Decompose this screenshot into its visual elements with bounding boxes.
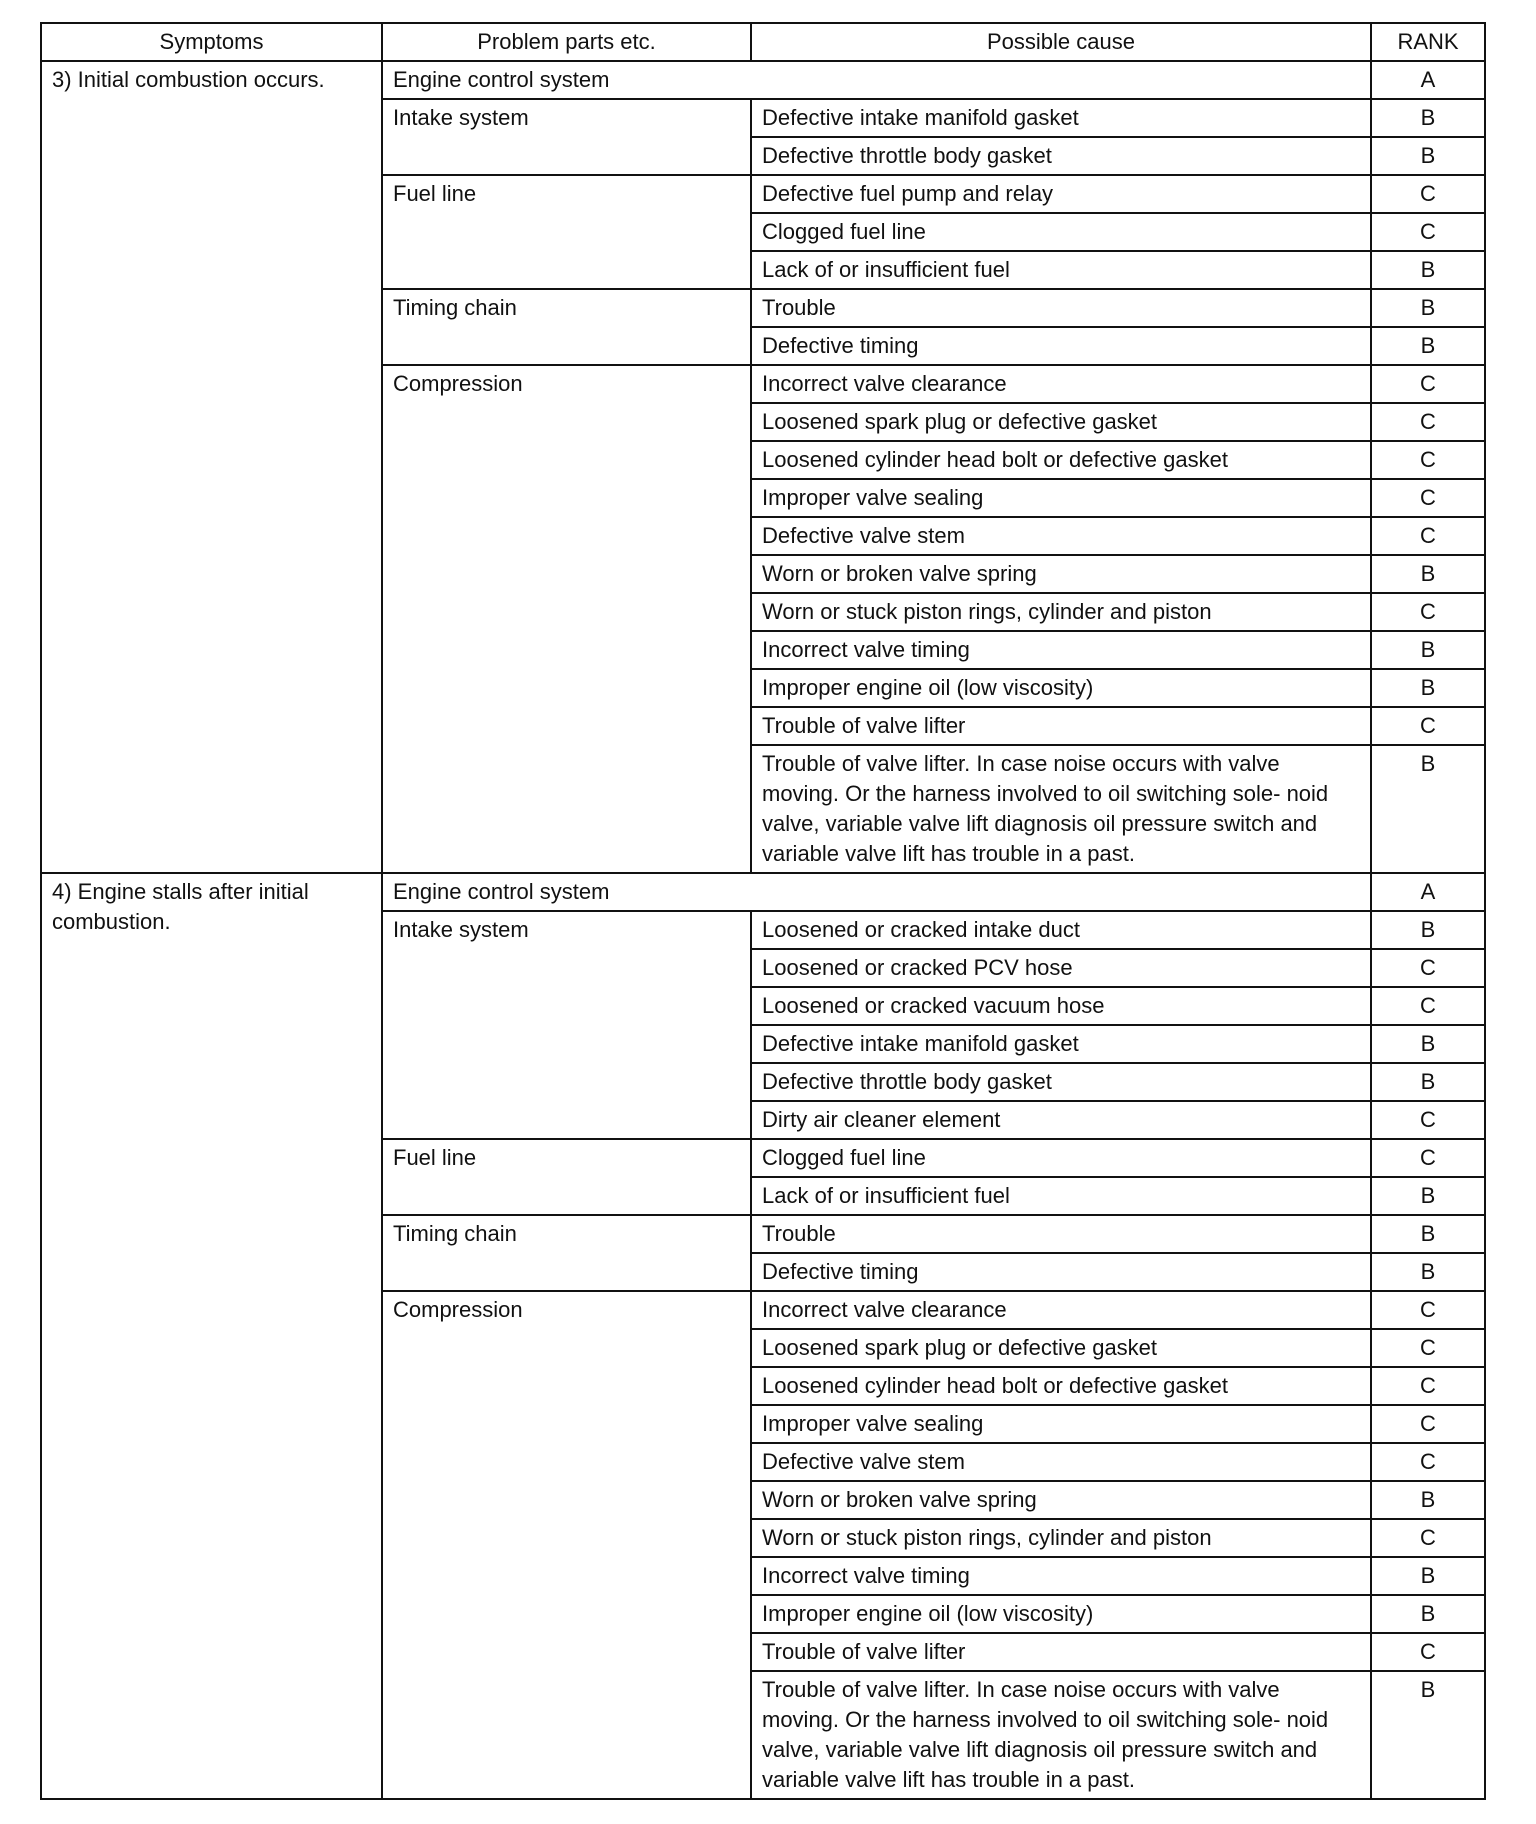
possible-cause-cell: Loosened cylinder head bolt or defective gasket bbox=[751, 441, 1371, 479]
rank-cell: B bbox=[1371, 745, 1485, 873]
possible-cause-cell: Trouble of valve lifter. In case noise occurs with valve moving. Or the harness involved to oil switching sole- noid valve, variable valve lift diagnosis oil pressure switch and variable valve lift has trouble in a past. bbox=[751, 745, 1371, 873]
possible-cause-cell: Defective timing bbox=[751, 327, 1371, 365]
possible-cause-cell: Worn or stuck piston rings, cylinder and piston bbox=[751, 1519, 1371, 1557]
rank-cell: C bbox=[1371, 517, 1485, 555]
rank-cell: B bbox=[1371, 137, 1485, 175]
possible-cause-cell: Worn or stuck piston rings, cylinder and piston bbox=[751, 593, 1371, 631]
rank-cell: C bbox=[1371, 365, 1485, 403]
rank-cell: C bbox=[1371, 213, 1485, 251]
rank-cell: C bbox=[1371, 707, 1485, 745]
rank-cell: B bbox=[1371, 911, 1485, 949]
possible-cause-cell: Loosened spark plug or defective gasket bbox=[751, 1329, 1371, 1367]
rank-cell: B bbox=[1371, 1215, 1485, 1253]
problem-part-cell: Fuel line bbox=[382, 175, 751, 289]
possible-cause-cell: Improper engine oil (low viscosity) bbox=[751, 1595, 1371, 1633]
rank-cell: C bbox=[1371, 1291, 1485, 1329]
possible-cause-cell: Lack of or insufficient fuel bbox=[751, 1177, 1371, 1215]
possible-cause-cell: Dirty air cleaner element bbox=[751, 1101, 1371, 1139]
possible-cause-cell: Defective timing bbox=[751, 1253, 1371, 1291]
possible-cause-cell: Trouble bbox=[751, 289, 1371, 327]
possible-cause-cell: Trouble bbox=[751, 1215, 1371, 1253]
rank-cell: C bbox=[1371, 1101, 1485, 1139]
possible-cause-cell: Incorrect valve timing bbox=[751, 631, 1371, 669]
rank-cell: A bbox=[1371, 61, 1485, 99]
possible-cause-cell: Clogged fuel line bbox=[751, 1139, 1371, 1177]
rank-cell: B bbox=[1371, 669, 1485, 707]
rank-cell: C bbox=[1371, 441, 1485, 479]
header-problem-parts: Problem parts etc. bbox=[382, 23, 751, 61]
possible-cause-cell: Loosened spark plug or defective gasket bbox=[751, 403, 1371, 441]
rank-cell: C bbox=[1371, 403, 1485, 441]
possible-cause-cell: Worn or broken valve spring bbox=[751, 1481, 1371, 1519]
rank-cell: B bbox=[1371, 1063, 1485, 1101]
symptom-cell: 3) Initial combustion occurs. bbox=[41, 61, 382, 873]
possible-cause-cell: Improper valve sealing bbox=[751, 1405, 1371, 1443]
rank-cell: B bbox=[1371, 99, 1485, 137]
rank-cell: C bbox=[1371, 987, 1485, 1025]
diagnosis-table bbox=[40, 22, 1486, 1800]
table-row bbox=[41, 873, 1485, 911]
rank-cell: C bbox=[1371, 1443, 1485, 1481]
header-rank: RANK bbox=[1371, 23, 1485, 61]
possible-cause-cell: Worn or broken valve spring bbox=[751, 555, 1371, 593]
possible-cause-cell: Clogged fuel line bbox=[751, 213, 1371, 251]
header-possible-cause: Possible cause bbox=[751, 23, 1371, 61]
rank-cell: B bbox=[1371, 251, 1485, 289]
problem-part-cell: Compression bbox=[382, 1291, 751, 1799]
rank-cell: C bbox=[1371, 479, 1485, 517]
rank-cell: C bbox=[1371, 1139, 1485, 1177]
rank-cell: B bbox=[1371, 1177, 1485, 1215]
header-symptoms: Symptoms bbox=[41, 23, 382, 61]
rank-cell: B bbox=[1371, 1481, 1485, 1519]
rank-cell: C bbox=[1371, 1519, 1485, 1557]
table-row bbox=[41, 61, 1485, 99]
rank-cell: A bbox=[1371, 873, 1485, 911]
possible-cause-cell: Incorrect valve clearance bbox=[751, 1291, 1371, 1329]
rank-cell: C bbox=[1371, 593, 1485, 631]
rank-cell: C bbox=[1371, 1329, 1485, 1367]
possible-cause-cell: Loosened cylinder head bolt or defective gasket bbox=[751, 1367, 1371, 1405]
table-body bbox=[41, 61, 1485, 1799]
possible-cause-cell: Loosened or cracked intake duct bbox=[751, 911, 1371, 949]
possible-cause-cell: Defective throttle body gasket bbox=[751, 137, 1371, 175]
possible-cause-cell: Defective throttle body gasket bbox=[751, 1063, 1371, 1101]
problem-part-cell: Engine control system bbox=[382, 61, 1371, 99]
problem-part-cell: Timing chain bbox=[382, 289, 751, 365]
possible-cause-cell: Loosened or cracked vacuum hose bbox=[751, 987, 1371, 1025]
possible-cause-cell: Loosened or cracked PCV hose bbox=[751, 949, 1371, 987]
rank-cell: B bbox=[1371, 1253, 1485, 1291]
possible-cause-cell: Lack of or insufficient fuel bbox=[751, 251, 1371, 289]
problem-part-cell: Fuel line bbox=[382, 1139, 751, 1215]
possible-cause-cell: Improper engine oil (low viscosity) bbox=[751, 669, 1371, 707]
problem-part-cell: Intake system bbox=[382, 99, 751, 175]
header-row bbox=[41, 23, 1485, 61]
rank-cell: C bbox=[1371, 175, 1485, 213]
rank-cell: C bbox=[1371, 1633, 1485, 1671]
possible-cause-cell: Incorrect valve clearance bbox=[751, 365, 1371, 403]
possible-cause-cell: Trouble of valve lifter bbox=[751, 1633, 1371, 1671]
rank-cell: C bbox=[1371, 1405, 1485, 1443]
possible-cause-cell: Trouble of valve lifter bbox=[751, 707, 1371, 745]
problem-part-cell: Timing chain bbox=[382, 1215, 751, 1291]
rank-cell: B bbox=[1371, 1557, 1485, 1595]
problem-part-cell: Intake system bbox=[382, 911, 751, 1139]
rank-cell: B bbox=[1371, 1025, 1485, 1063]
rank-cell: B bbox=[1371, 327, 1485, 365]
rank-cell: C bbox=[1371, 949, 1485, 987]
possible-cause-cell: Defective intake manifold gasket bbox=[751, 99, 1371, 137]
rank-cell: B bbox=[1371, 289, 1485, 327]
possible-cause-cell: Improper valve sealing bbox=[751, 479, 1371, 517]
possible-cause-cell: Incorrect valve timing bbox=[751, 1557, 1371, 1595]
rank-cell: C bbox=[1371, 1367, 1485, 1405]
problem-part-cell: Compression bbox=[382, 365, 751, 873]
rank-cell: B bbox=[1371, 631, 1485, 669]
rank-cell: B bbox=[1371, 555, 1485, 593]
possible-cause-cell: Trouble of valve lifter. In case noise occurs with valve moving. Or the harness involved to oil switching sole- noid valve, variable valve lift diagnosis oil pressure switch and variable valve lift has trouble in a past. bbox=[751, 1671, 1371, 1799]
problem-part-cell: Engine control system bbox=[382, 873, 1371, 911]
possible-cause-cell: Defective valve stem bbox=[751, 517, 1371, 555]
possible-cause-cell: Defective intake manifold gasket bbox=[751, 1025, 1371, 1063]
rank-cell: B bbox=[1371, 1595, 1485, 1633]
symptom-cell: 4) Engine stalls after initial combustion. bbox=[41, 873, 382, 1799]
possible-cause-cell: Defective fuel pump and relay bbox=[751, 175, 1371, 213]
rank-cell: B bbox=[1371, 1671, 1485, 1799]
possible-cause-cell: Defective valve stem bbox=[751, 1443, 1371, 1481]
